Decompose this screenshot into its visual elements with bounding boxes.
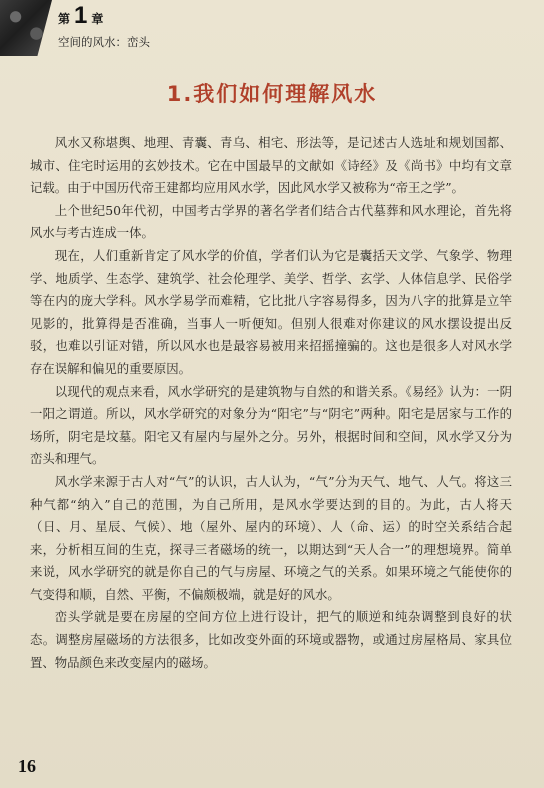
paragraph: 峦头学就是要在房屋的空间方位上进行设计，把气的顺逆和纯杂调整到良好的状态。调整房屋磁场的方法很多，比如改变外面的环境或器物，或通过房屋格局、家具位置、物品颜色来改变屋内的磁场。 <box>30 609 512 670</box>
chapter-prefix: 第 <box>58 12 71 26</box>
chapter-heading <box>58 4 103 28</box>
chapter-subtitle: 空间的风水：峦头 <box>58 35 150 49</box>
paragraph: 现在，人们重新肯定了风水学的价值，学者们认为它是囊括天文学、气象学、物理学、地质学、生态学、建筑学、社会伦理学、美学、哲学、玄学、人体信息学、民俗学等在内的庞大学科。风水学易学而难精，它比批八字容易得多，因为八字的批算是立竿见影的，批算得是否准确，当事人一听便知。但别人很难对你建议的风水摆设提出反驳，也难以引证对错，所以风水也是最容易被用来招摇撞骗的。这也是很多人对风水学存在误解和偏见的重要原因。 <box>30 247 512 376</box>
chapter-header <box>0 0 210 56</box>
paragraph: 风水又称堪舆、地理、青囊、青乌、相宅、形法等，是记述古人选址和规划国都、城市、住宅时运用的玄妙技术。它在中国最早的文献如《诗经》及《尚书》中均有文章记载。由于中国历代帝王建都均应用风水学，因此风水学又被称为“帝王之学”。 <box>30 135 512 196</box>
paragraph: 风水学来源于古人对“气”的认识，古人认为，“气”分为天气、地气、人气。将这三种气都“纳入”自己的范围，为自己所用，是风水学要达到的目的。为此，古人将天（日、月、星辰、气候）、地（屋外、屋内的环境）、人（命、运）的时空关系结合起来，分析相互间的生克，探寻三者磁场的统一，以期达到“天人合一”的理想境界。简单来说，风水学研究的就是你自己的气与房屋、环境之气的关系。如果环境之气能使你的气变得和顺，自然、平衡，不偏颇极端，就是好的风水。 <box>30 473 512 602</box>
body-text <box>30 132 512 674</box>
chapter-number: 1 <box>74 2 88 29</box>
page-number: 16 <box>18 756 36 776</box>
paragraph: 以现代的观点来看，风水学研究的是建筑物与自然的和谐关系。《易经》认为：一阴一阳之谓道。所以，风水学研究的对象分为“阳宅”与“阴宅”两种。阳宅是居家与工作的场所，阴宅是坟墓。阳宅又有屋内与屋外之分。另外，根据时间和空间，风水学又分为峦头和理气。 <box>30 383 512 467</box>
paragraph: 上个世纪50年代初，中国考古学界的著名学者们结合古代墓葬和风水理论，首先将风水与考古连成一体。 <box>30 202 512 241</box>
section-title: 1.我们如何理解风水 <box>166 82 378 106</box>
chapter-suffix: 章 <box>91 12 104 26</box>
chapter-header-photo <box>0 0 52 56</box>
